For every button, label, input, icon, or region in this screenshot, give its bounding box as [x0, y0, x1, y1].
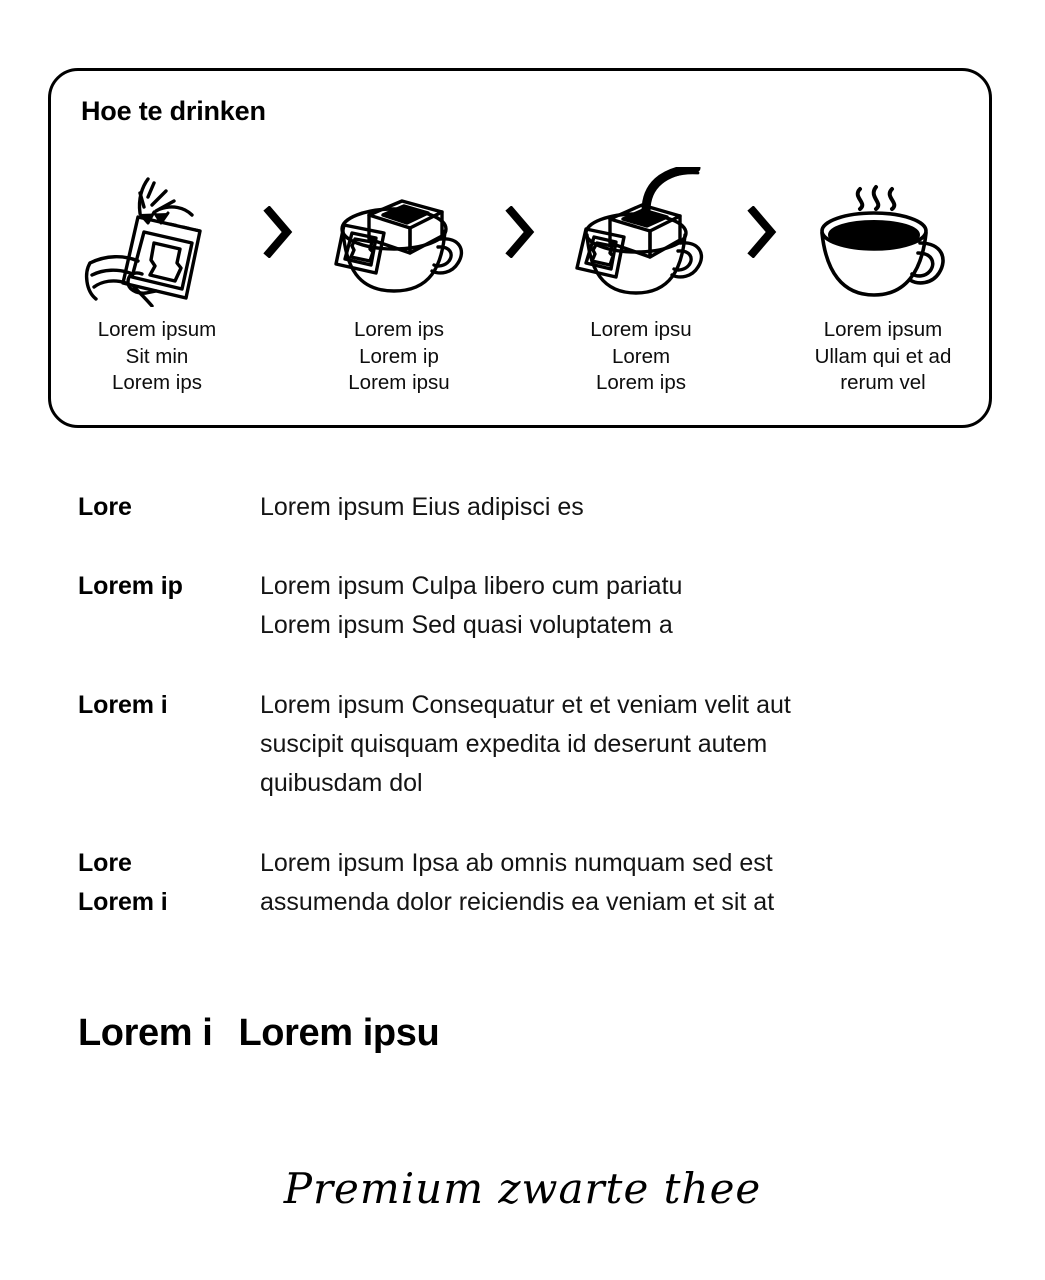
step-3-caption [590, 317, 691, 397]
spec-value-line: suscipit quisquam expedita id deserunt autem [260, 730, 768, 758]
spec-label-line: Lorem ip [78, 572, 183, 600]
chevron-right-icon [505, 206, 535, 258]
step-1 [64, 157, 250, 397]
spec-value-line: quibusdam dol [260, 769, 423, 797]
caption-line: Lorem ipsum [97, 318, 217, 341]
spec-row [78, 686, 968, 803]
spec-label-line: Lore [78, 493, 132, 521]
caption-line: Lorem ipsu [348, 371, 450, 394]
bottom-heading [78, 1012, 439, 1055]
caption-line: Lorem ipsu [590, 318, 692, 341]
hand-tearing-sachet-icon [82, 167, 232, 307]
spec-label [78, 844, 260, 922]
spec-label-line: Lore [78, 849, 132, 877]
spec-value [260, 686, 968, 803]
caption-line: Lorem ips [353, 318, 444, 341]
spec-value [260, 488, 968, 527]
spec-value-line: Lorem ipsum Culpa libero cum pariatu [260, 572, 683, 600]
bottom-heading-first: Lorem i [78, 1012, 213, 1054]
spec-label-line: Lorem i [78, 691, 168, 719]
spec-label [78, 488, 260, 527]
caption-line: Lorem ips [595, 371, 686, 394]
step-4 [790, 157, 976, 397]
specification-list [78, 488, 968, 922]
caption-line: Lorem [611, 344, 671, 368]
spec-label [78, 567, 260, 606]
spec-value-line: Lorem ipsum Ipsa ab omnis numquam sed est [260, 849, 773, 877]
caption-line: Lorem ipsum [823, 318, 943, 341]
drip-bag-on-cup-icon [324, 167, 474, 307]
caption-line: rerum vel [840, 371, 926, 394]
step-4-caption [815, 317, 952, 397]
step-3 [548, 157, 734, 397]
step-separator-3 [734, 157, 790, 307]
how-to-drink-panel [48, 68, 992, 428]
step-3-illustration [566, 157, 716, 307]
caption-line: Ullam qui et ad [814, 344, 952, 368]
caption-line: Lorem ip [359, 344, 439, 368]
bottom-heading-second: Lorem ipsu [238, 1012, 440, 1054]
spec-value-line: Lorem ipsum Sed quasi voluptatem a [260, 611, 673, 639]
spec-value [260, 844, 968, 922]
spec-value-line: assumenda dolor reiciendis ea veniam et sit at [260, 888, 775, 916]
steps-row [51, 157, 989, 397]
step-1-caption [98, 317, 217, 397]
step-separator-2 [492, 157, 548, 307]
spec-value [260, 567, 968, 645]
spec-row [78, 567, 968, 645]
spec-label-line: Lorem i [78, 888, 168, 916]
step-1-illustration [82, 157, 232, 307]
step-2-illustration [324, 157, 474, 307]
spec-row [78, 488, 968, 527]
step-4-illustration [808, 157, 958, 307]
spec-row [78, 844, 968, 922]
spec-label [78, 686, 260, 725]
step-separator-1 [250, 157, 306, 307]
product-tagline: Premium zwarte thee [283, 1164, 762, 1213]
spec-value-line: Lorem ipsum Eius adipisci es [260, 493, 584, 521]
spec-value-line: Lorem ipsum Consequatur et et veniam velit aut [260, 691, 791, 719]
step-2 [306, 157, 492, 397]
steaming-cup-icon [808, 167, 958, 307]
chevron-right-icon [263, 206, 293, 258]
pouring-water-into-drip-bag-icon [566, 167, 716, 307]
caption-line: Sit min [125, 344, 189, 368]
panel-title: Hoe te drinken [81, 96, 266, 126]
step-2-caption [348, 317, 449, 397]
chevron-right-icon [747, 206, 777, 258]
caption-line: Lorem ips [111, 371, 202, 394]
